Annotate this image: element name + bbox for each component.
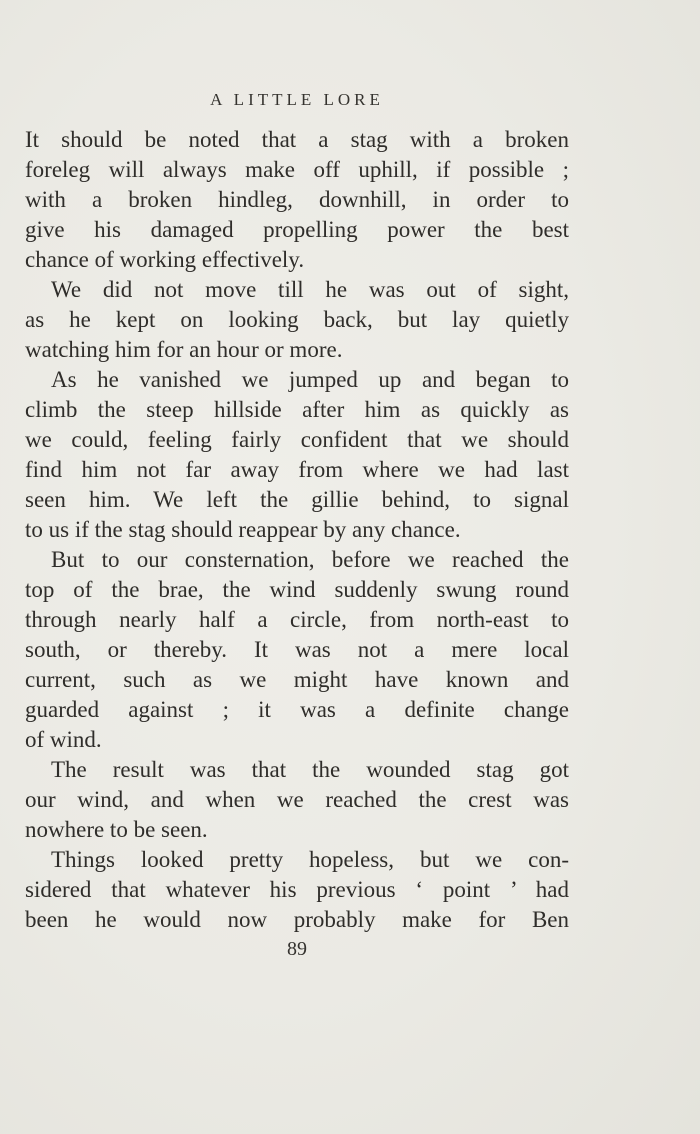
text-line: The result was that the wounded stag got	[51, 757, 569, 782]
body-text	[25, 125, 569, 935]
text-line: south, or thereby. It was not a mere local	[25, 637, 569, 662]
text-line: sidered that whatever his previous ‘ point ’ had	[25, 877, 569, 902]
text-line: to us if the stag should reappear by any chance.	[25, 517, 461, 542]
text-line: with a broken hindleg, downhill, in order to	[25, 187, 569, 212]
text-line: We did not move till he was out of sight,	[51, 277, 569, 302]
text-line: top of the brae, the wind suddenly swung round	[25, 577, 569, 602]
text-line: But to our consternation, before we reached the	[51, 547, 569, 572]
text-line: guarded against ; it was a definite change	[25, 697, 569, 722]
text-line: find him not far away from where we had last	[25, 457, 569, 482]
text-line: we could, feeling fairly confident that we should	[25, 427, 569, 452]
text-line: As he vanished we jumped up and began to	[51, 367, 569, 392]
text-line: Things looked pretty hopeless, but we con-	[51, 847, 569, 872]
text-line: current, such as we might have known and	[25, 667, 569, 692]
text-line: foreleg will always make off uphill, if possible ;	[25, 157, 569, 182]
text-line: give his damaged propelling power the best	[25, 217, 569, 242]
text-line: It should be noted that a stag with a broken	[25, 127, 569, 152]
text-line: as he kept on looking back, but lay quietly	[25, 307, 569, 332]
text-line: through nearly half a circle, from north-east to	[25, 607, 569, 632]
text-line: climb the steep hillside after him as quickly as	[25, 397, 569, 422]
page-number: 89	[287, 938, 307, 960]
running-head: A LITTLE LORE	[210, 90, 384, 109]
text-line: chance of working effectively.	[25, 247, 305, 272]
text-line: seen him. We left the gillie behind, to signal	[25, 487, 569, 512]
text-line: been he would now probably make for Ben	[25, 907, 569, 932]
text-line: our wind, and when we reached the crest was	[25, 787, 569, 812]
text-line: watching him for an hour or more.	[25, 337, 343, 362]
text-line: nowhere to be seen.	[25, 817, 208, 842]
text-line: of wind.	[25, 727, 102, 752]
